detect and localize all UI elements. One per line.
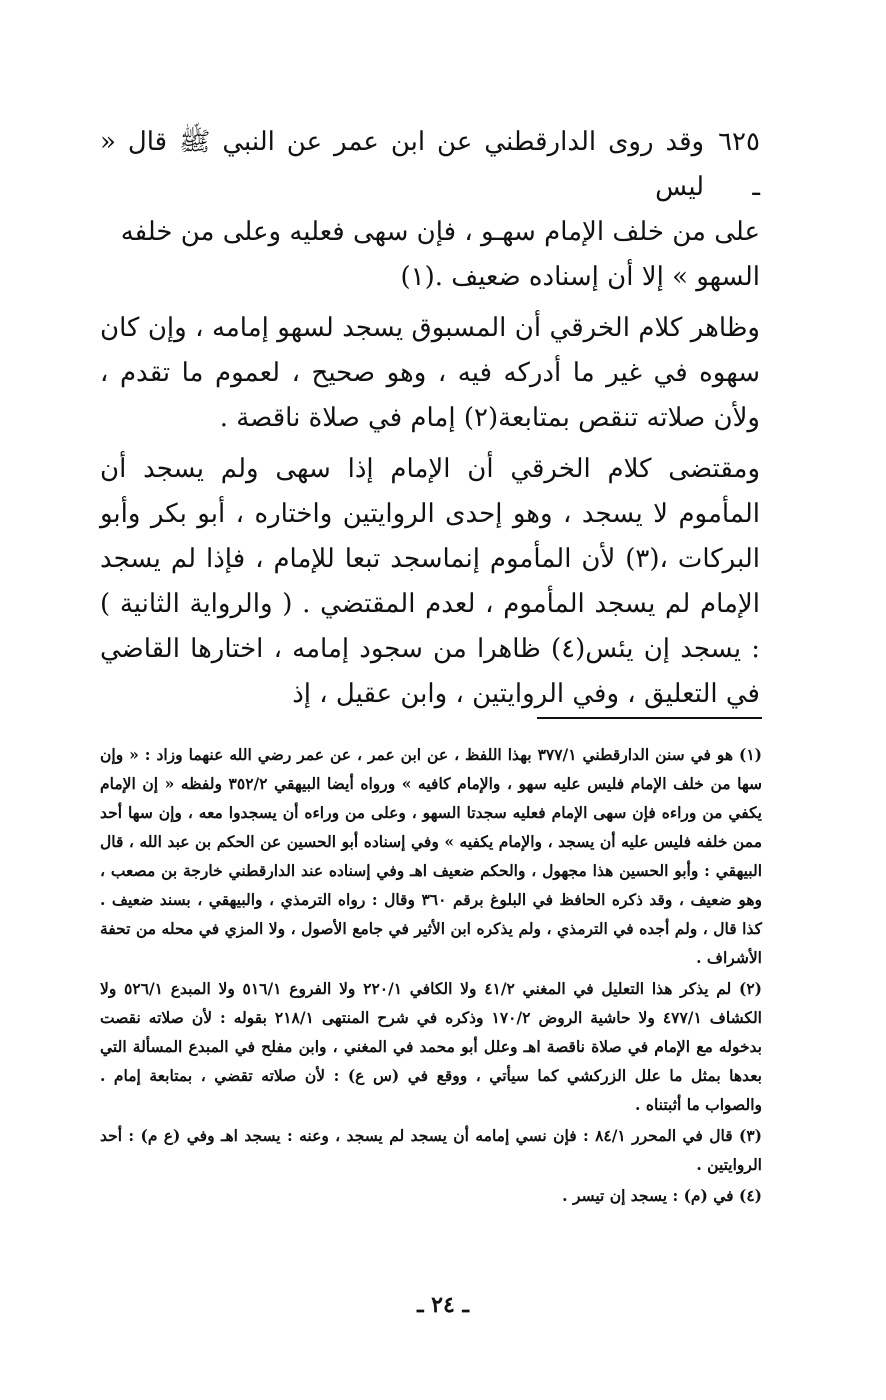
footnote-3: (٣) قال في المحرر ٨٤/١ : فإن نسي إمامه أن يسجد لم يسجد ، وعنه : يسجد اهـ وفي (ع م) : أحد الروايتين . [100,1126,762,1174]
hadith-first-line [100,120,760,210]
footnote-1: (١) هو في سنن الدارقطني ٣٧٧/١ بهذا اللفظ ، عن ابن عمر ، عن عمر رضي الله عنهما وزاد : « وإن سها من خلف الإمام فليس عليه سهو ، والإمام كافيه » ورواه أيضا البيهقي ٣٥٢/٢ ولفظه « إن الإمام يكفي من وراءه فإن سهى الإمام فعليه سجدتا السهو ، وعلى من وراءه أن يسجدوا معه ، وإن سها أحد ممن خلفه فليس عليه أن يسجد ، والإمام يكفيه » وفي إسناده أبو الحسين عن الحكم بن عبد الله ، قال البيهقي : وأبو الحسين هذا مجهول ، والحكم ضعيف اهـ وفي إسناده عند الدارقطني خارجة بن مصعب ، وهو ضعيف ، وقد ذكره الحافظ في البلوغ برقم ٣٦٠ وقال : رواه الترمذي ، والبيهقي ، بسند ضعيف . كذا قال ، ولم أجده في الترمذي ، ولم يذكره ابن الأثير في جامع الأصول ، ولا المزي في محله من تحفة الأشراف . [100,745,763,967]
body-paragraph-2: ومقتضى كلام الخرقي أن الإمام إذا سهى ولم يسجد أن المأموم لا يسجد ، وهو إحدى الروايتين واختاره ، أبو بكر وأبو البركات ،(٣) لأن المأموم إنماسجد تبعا للإمام ، فإذا لم يسجد الإمام لم يسجد المأموم ، لعدم المقتضي . ( والرواية الثانية ) : يسجد إن يئس(٤) ظاهرا من سجود إمامه ، اختارها القاضي في التعليق ، وفي الروايتين ، وابن عقيل ، إذ [100,454,760,709]
hadith-line-1: وقد روى الدارقطني عن ابن عمر عن النبي ﷺ قال « ليس [100,127,705,202]
hadith-number: ٦٢٥ ـ [718,127,760,202]
main-text [100,120,760,723]
footnotes [100,740,762,1212]
body-paragraph-1: وظاهر كلام الخرقي أن المسبوق يسجد لسهو إمامه ، وإن كان سهوه في غير ما أدركه فيه ، وهو صحيح ، لعموم ما تقدم ، ولأن صلاته تنقص بمتابعة(٢) إمام في صلاة ناقصة . [100,313,760,433]
hadith-line-2: على من خلف الإمام سهـو ، فإن سهى فعليه وعلى من خلفه [120,217,760,247]
hadith-line-3: السهو » إلا أن إسناده ضعيف .(١) [400,262,760,292]
footnote-2: (٢) لم يذكر هذا التعليل في المغني ٤١/٢ ولا الكافي ٢٢٠/١ ولا الفروع ٥١٦/١ ولا المبدع ٥٢٦/١ ولا الكشاف ٤٧٧/١ ولا حاشية الروض ١٧٠/٢ وذكره في شرح المنتهى ٢١٨/١ بقوله : لأن صلاته نقصت بدخوله مع الإمام في صلاة ناقصة اهـ وعلل أبو محمد في المغني ، وابن مفلح في المبدع المسألة التي بعدها بمثل ما علل الزركشي كما سيأتي ، ووقع في (س ع) : لأن صلاته تقضي ، بمتابعة إمام . والصواب ما أثبتناه . [100,979,762,1114]
footnote-divider [537,717,762,719]
page-number: ـ ٢٤ ـ [417,1292,469,1318]
footnote-4: (٤) في (م) : يسجد إن تيسر . [562,1186,762,1205]
hadith-paragraph [100,120,760,300]
